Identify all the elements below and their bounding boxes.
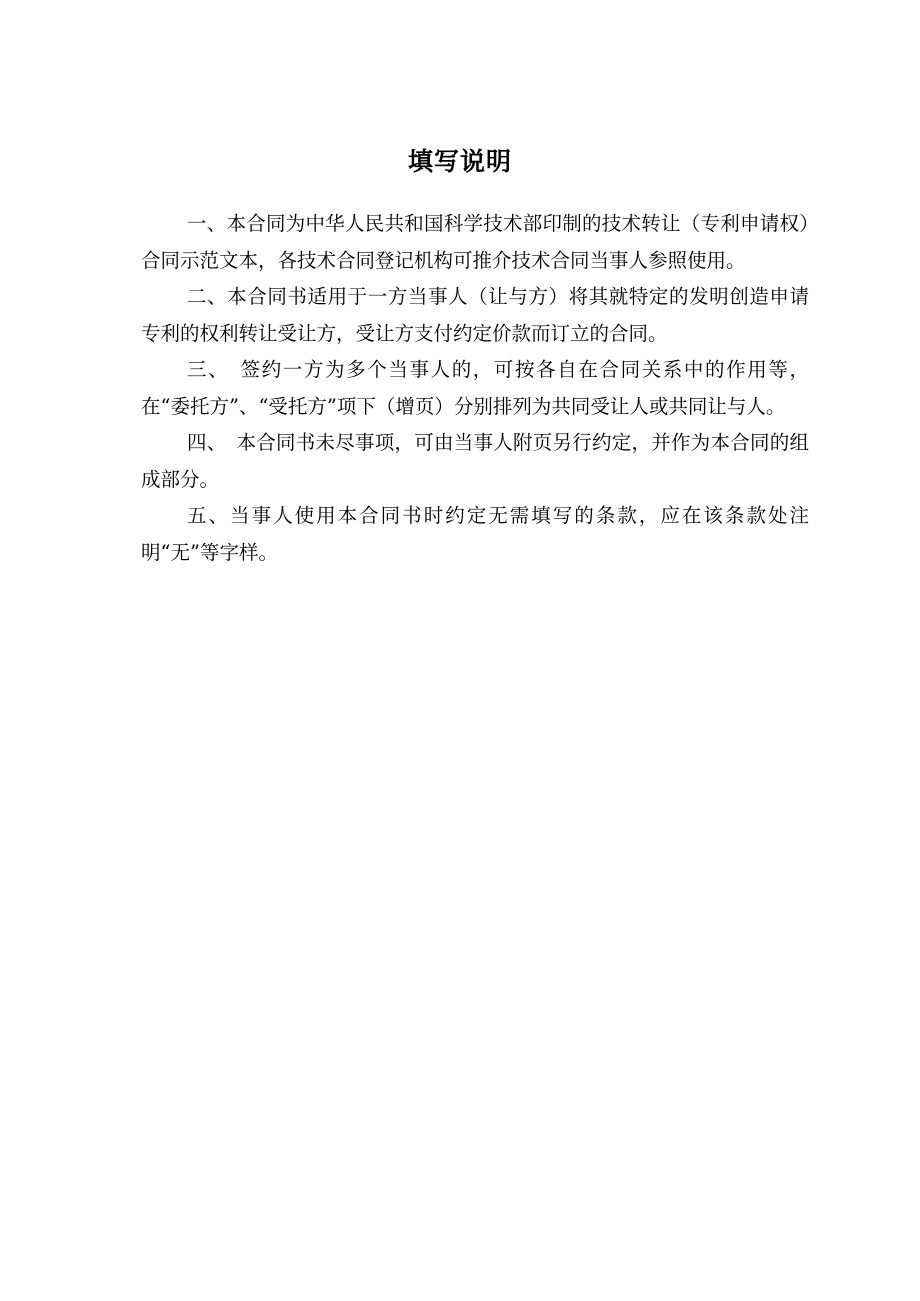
instruction-paragraph-2: 二、本合同书适用于一方当事人（让与方）将其就特定的发明创造申请专利的权利转让受让方，受让方支付约定价款而订立的合同。 <box>141 285 809 345</box>
instruction-paragraph-3: 三、 签约一方为多个当事人的，可按各自在合同关系中的作用等，在“委托方”、“受托方”项下（增页）分别排列为共同受让人或共同让与人。 <box>141 358 809 418</box>
instructions-body <box>141 206 809 571</box>
document-title: 填写说明 <box>407 147 512 176</box>
instruction-paragraph-1: 一、本合同为中华人民共和国科学技术部印制的技术转让（专利申请权）合同示范文本，各技术合同登记机构可推介技术合同当事人参照使用。 <box>141 212 809 272</box>
instruction-paragraph-4: 四、 本合同书未尽事项，可由当事人附页另行约定，并作为本合同的组成部分。 <box>141 431 809 491</box>
instruction-paragraph-5: 五、当事人使用本合同书时约定无需填写的条款，应在该条款处注明“无”等字样。 <box>141 504 809 564</box>
